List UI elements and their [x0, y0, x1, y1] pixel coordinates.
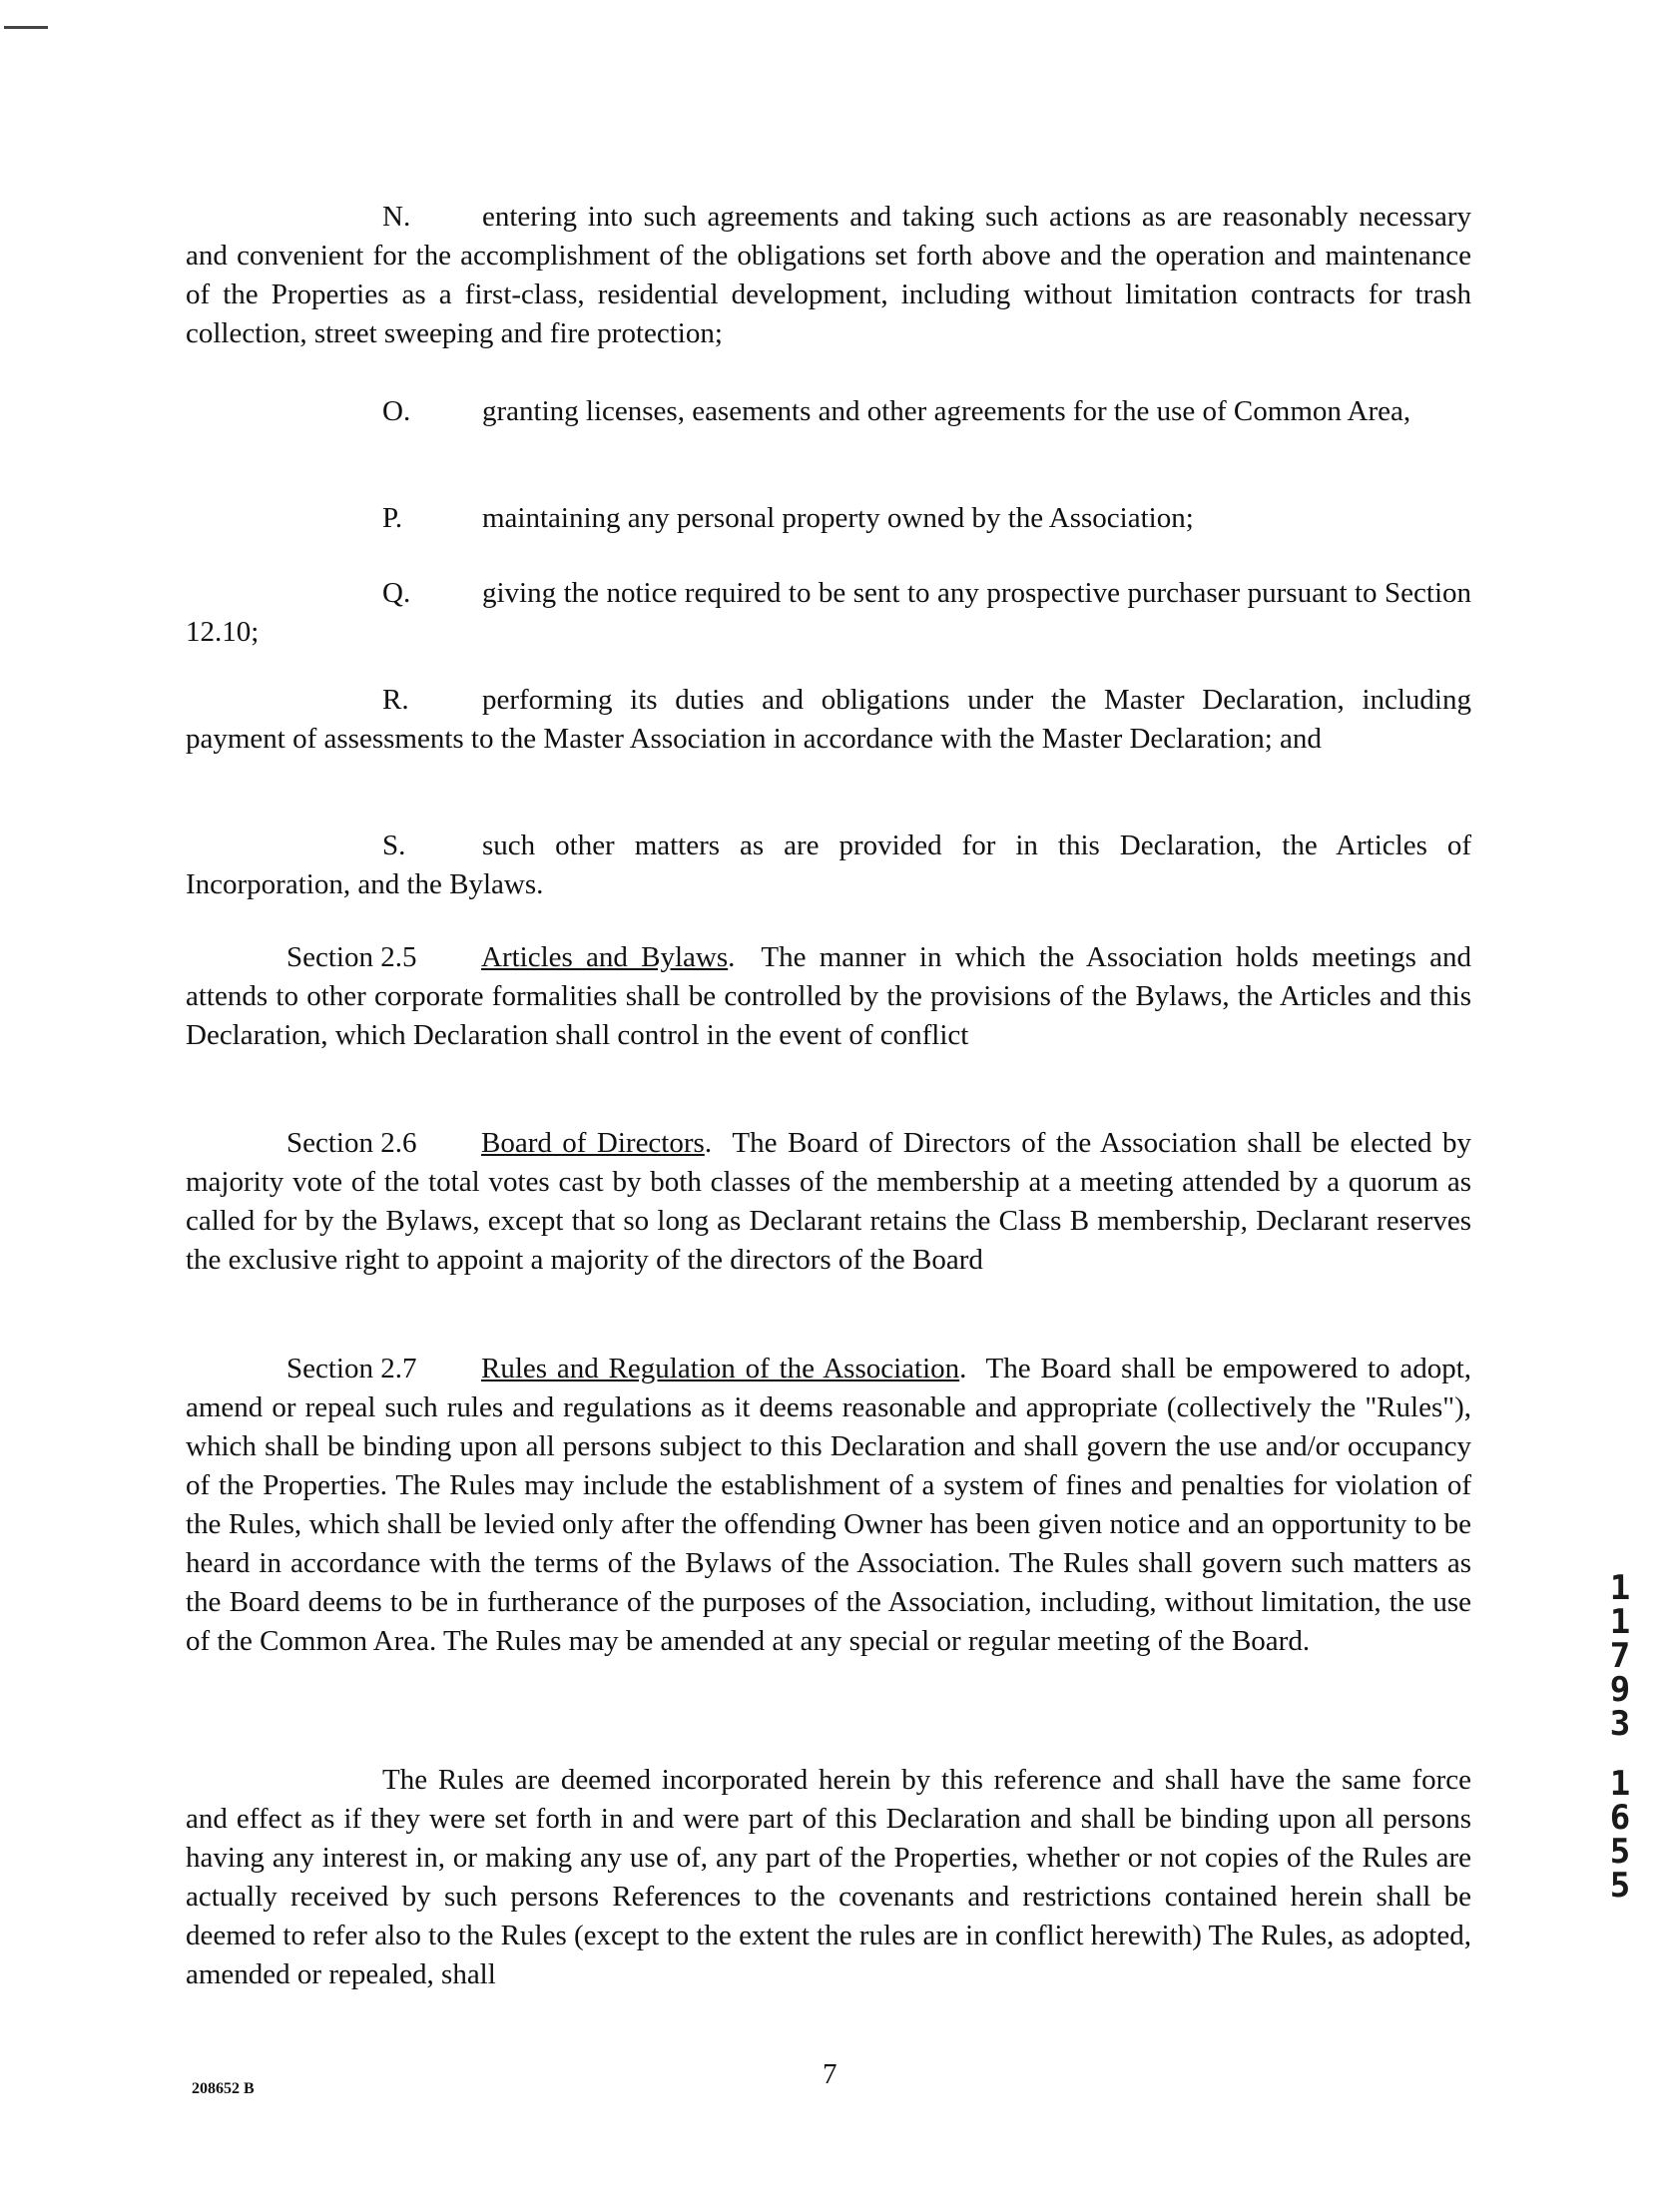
section-2-7: Section 2.7 Rules and Regulation of the Association. The Board shall be empowered to adopt, amend or repeal such rules and regulations as it deems reasonable and appropriate (collectively the "Rules"), which shall be binding upon all persons subject to this Declaration and shall govern the use and/or occupancy of the Properties. The Rules may include the establishment of a system of fines and penalties for violation of the Rules, which shall be levied only after the offending Owner has been given notice and an opportunity to be heard in accordance with the terms of the Bylaws of the Association. The Rules shall govern such matters as the Board deems to be in furtherance of the purposes of the Association, including, without limitation, the use of the Common Area. The Rules may be amended at any special or regular meeting of the Board.: [186, 1350, 1471, 1661]
section-text: The manner in which the Association holds meetings and attends to other corporate formalities shall be controlled by the provisions of the Bylaws, the Articles and this Declaration, which Declaration shall control in the event of conflict: [186, 941, 1471, 1051]
stamp-digit: 5: [1609, 1866, 1631, 1906]
stamp-digit: 6: [1609, 1798, 1631, 1838]
section-number: Section 2.7: [286, 1353, 417, 1384]
section-heading: Board of Directors: [481, 1127, 705, 1159]
list-marker-p: P.: [382, 502, 403, 534]
recording-stamp-top: [1605, 1568, 1635, 1744]
list-marker-r: R.: [382, 684, 409, 716]
stamp-digit: 5: [1609, 1832, 1631, 1872]
rules-paragraph-text: The Rules are deemed incorporated herein by this reference and shall have the same force and effect as if they were set forth in and were part of this Declaration and shall be binding upon all persons having any interest in, or making any use of, any part of the Properties, whether or not copies of the Rules are actually received by such persons References to the covenants and restrictions contained herein shall be deemed to refer also to the Rules (except to the extent the rules are in conflict herewith) The Rules, as adopted, amended or repealed, shall: [186, 1764, 1471, 1990]
document-id: 208652 B: [192, 2080, 255, 2097]
section-number: Section 2.5: [286, 941, 417, 973]
section-number: Section 2.6: [286, 1127, 417, 1159]
list-marker-q: Q.: [382, 577, 411, 609]
list-text-p: maintaining any personal property owned by the Association;: [482, 502, 1194, 534]
list-text-q: giving the notice required to be sent to any prospective purchaser pursuant to Section 12.10;: [186, 577, 1471, 648]
stamp-digit: 1: [1609, 1568, 1631, 1608]
stamp-digit: 1: [1609, 1764, 1631, 1804]
list-item-n: [186, 198, 1471, 353]
section-2-6: Section 2.6 Board of Directors. The Board of Directors of the Association shall be elected by majority vote of the total votes cast by both classes of the membership at a meeting attended by a quorum as called for by the Bylaws, except that so long as Declarant retains the Class B membership, Declarant reserves the exclusive right to appoint a majority of the directors of the Board: [186, 1124, 1471, 1280]
list-text-o: granting licenses, easements and other agreements for the use of Common Area,: [482, 395, 1411, 427]
stamp-digit: 7: [1609, 1636, 1631, 1676]
stamp-digit: 3: [1609, 1704, 1631, 1744]
list-text-s: such other matters as are provided for in this Declaration, the Articles of Incorporation, and the Bylaws.: [186, 830, 1471, 900]
section-2-5: Section 2.5 Articles and Bylaws. The manner in which the Association holds meetings and attends to other corporate formalities shall be controlled by the provisions of the Bylaws, the Articles and this Declaration, which Declaration shall control in the event of conflict: [186, 938, 1471, 1055]
list-item-q: [186, 574, 1471, 652]
section-text: The Board shall be empowered to adopt, amend or repeal such rules and regulations as it deems reasonable and appropriate (collectively the "Rules"), which shall be binding upon all persons subject to this Declaration and shall govern the use and/or occupancy of the Properties. The Rules may include the establishment of a system of fines and penalties for violation of the Rules, which shall be levied only after the offending Owner has been given notice and an opportunity to be heard in accordance with the terms of the Bylaws of the Association. The Rules shall govern such matters as the Board deems to be in furtherance of the purposes of the Association, including, without limitation, the use of the Common Area. The Rules may be amended at any special or regular meeting of the Board.: [186, 1353, 1472, 1657]
recording-stamp-bottom: [1605, 1764, 1635, 1906]
scan-edge-mark: [4, 26, 48, 29]
section-heading: Articles and Bylaws: [481, 941, 729, 973]
list-text-n: entering into such agreements and taking such actions as are reasonably necessary and convenient for the accomplishment of the obligations set forth above and the operation and maintenance of the Properties as a first-class, residential development, including without limitation contracts for trash collection, street sweeping and fire protection;: [186, 201, 1471, 349]
list-item-s: [186, 827, 1471, 904]
list-marker-o: O.: [382, 395, 411, 427]
list-text-r: performing its duties and obligations under the Master Declaration, including payment of assessments to the Master Association in accordance with the Master Declaration; and: [186, 684, 1471, 755]
page-number: 7: [823, 2058, 837, 2090]
list-item-r: [186, 681, 1471, 759]
stamp-digit: 1: [1609, 1602, 1631, 1642]
list-item-p: [186, 499, 1471, 538]
stamp-digit: 9: [1609, 1670, 1631, 1710]
section-heading: Rules and Regulation of the Association: [481, 1353, 960, 1384]
section-text: The Board of Directors of the Association shall be elected by majority vote of the total votes cast by both classes of the membership at a meeting attended by a quorum as called for by the Bylaws, except that so long as Declarant retains the Class B membership, Declarant reserves the exclusive right to appoint a majority of the directors of the Board: [186, 1127, 1471, 1276]
rules-paragraph: [186, 1761, 1471, 1994]
list-marker-n: N.: [382, 201, 411, 233]
list-item-o: [186, 392, 1471, 431]
list-marker-s: S.: [382, 830, 406, 861]
